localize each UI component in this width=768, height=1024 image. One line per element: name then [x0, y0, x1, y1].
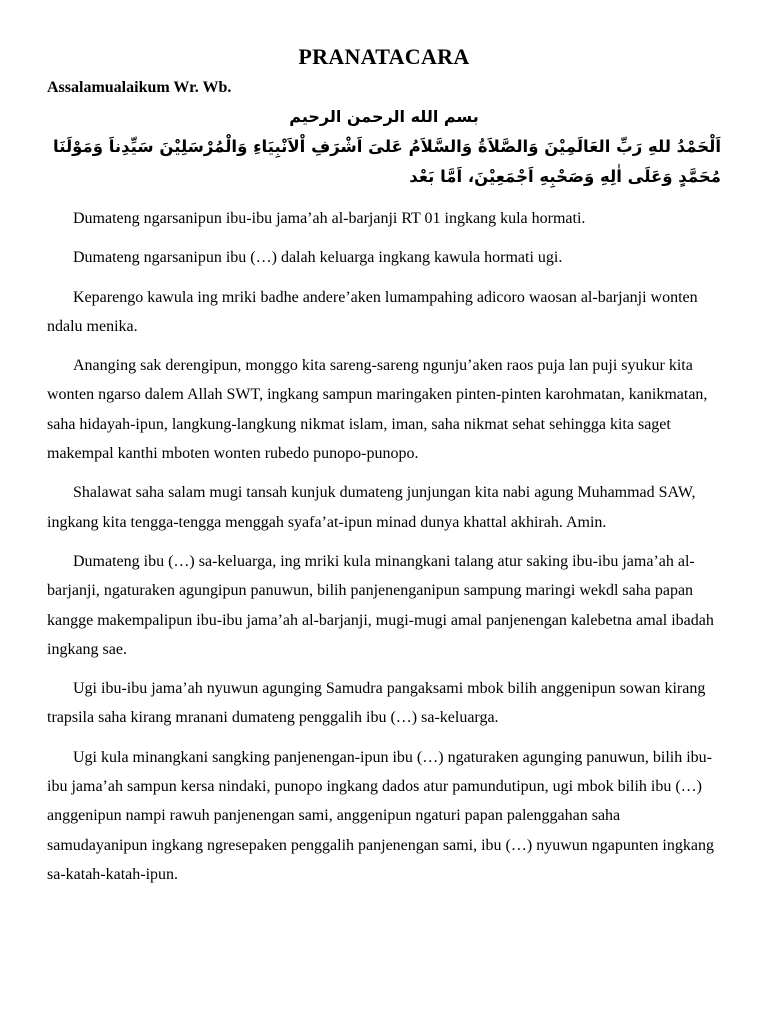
paragraph-5: Shalawat saha salam mugi tansah kunjuk dumateng junjungan kita nabi agung Muhammad SAW, ingkang kita tengga-tengga menggah syafa’at-ipun minad dunya khattal akhirah. Amin.: [47, 484, 696, 531]
greeting-text: Assalamualaikum Wr. Wb.: [47, 79, 232, 96]
paragraph-2: Dumateng ngarsanipun ibu (…) dalah keluarga ingkang kawula hormati ugi.: [73, 249, 563, 267]
document-page: [47, 40, 721, 899]
basmala-text: بسم الله الرحمن الرحيم: [289, 107, 479, 126]
paragraph-1: Dumateng ngarsanipun ibu-ibu jama’ah al-barjanji RT 01 ingkang kula hormati.: [73, 210, 586, 227]
paragraph-7: Ugi ibu-ibu jama’ah nyuwun agunging Samudra pangaksami mbok bilih anggenipun sowan kirang trapsila saha kirang mranani dumateng penggalih ibu (…) sa-keluarga.: [47, 680, 706, 727]
paragraph-6: Dumateng ibu (…) sa-keluarga, ing mriki kula minangkani talang atur saking ibu-ibu jama’ah al-barjanji, ngaturaken agungipun panuwun, bilih panjenenganipun sampung maringi wekdl saha papan kangge makempalipun ibu-ibu jama’ah al-barjanji, mugi-mugi amal panjenengan kalebetna amal ibadah ingkang sae.: [47, 552, 714, 658]
paragraph-3: Keparengo kawula ing mriki badhe andere’aken lumampahing adicoro waosan al-barjanji wonten ndalu menika.: [47, 288, 698, 335]
document-title: PRANATACARA: [298, 44, 470, 69]
arabic-opening-text: اَلْحَمْدُ للهِ رَبِّ العَالَمِيْنَ وَالصَّلاَةُ وَالسَّلاَمُ عَلىَ اَشْرَفِ اْلاَنْبِيَاءِ وَالْمُرْسَلِيْنَ سَيِّدِناَ وَمَوْلَنَا مُحَمَّدٍ وَعَلَى اٰلِهِ وَصَحْبِهِ اَجْمَعِيْنَ، اَمَّا بَعْد: [53, 137, 721, 186]
paragraph-8: Ugi kula minangkani sangking panjenengan-ipun ibu (…) ngaturaken agunging panuwun, bilih ibu-ibu jama’ah sampun kersa nindaki, punopo ingkang dados atur pamundutipun, ugi mbok bilih ibu (…) anggenipun nampi rawuh panjenengan sami, anggenipun ngaturi papan palenggahan saha samudayanipun ingkang ngresepaken penggalih panjenengan sami, ibu (…) nyuwun ngapunten ingkang sa-katah-katah-ipun.: [47, 748, 714, 883]
paragraph-4: Ananging sak derengipun, monggo kita sareng-sareng ngunju’aken raos puja lan puji syukur kita wonten ngarso dalem Allah SWT, ingkang sampun maringaken pinten-pinten karohmatan, kanikmatan, saha hidayah-ipun, langkung-langkung nikmat islam, iman, saha nikmat sehat sehingga kita saget makempal kanthi mboten wonten rubedo punopo-punopo.: [47, 357, 708, 463]
